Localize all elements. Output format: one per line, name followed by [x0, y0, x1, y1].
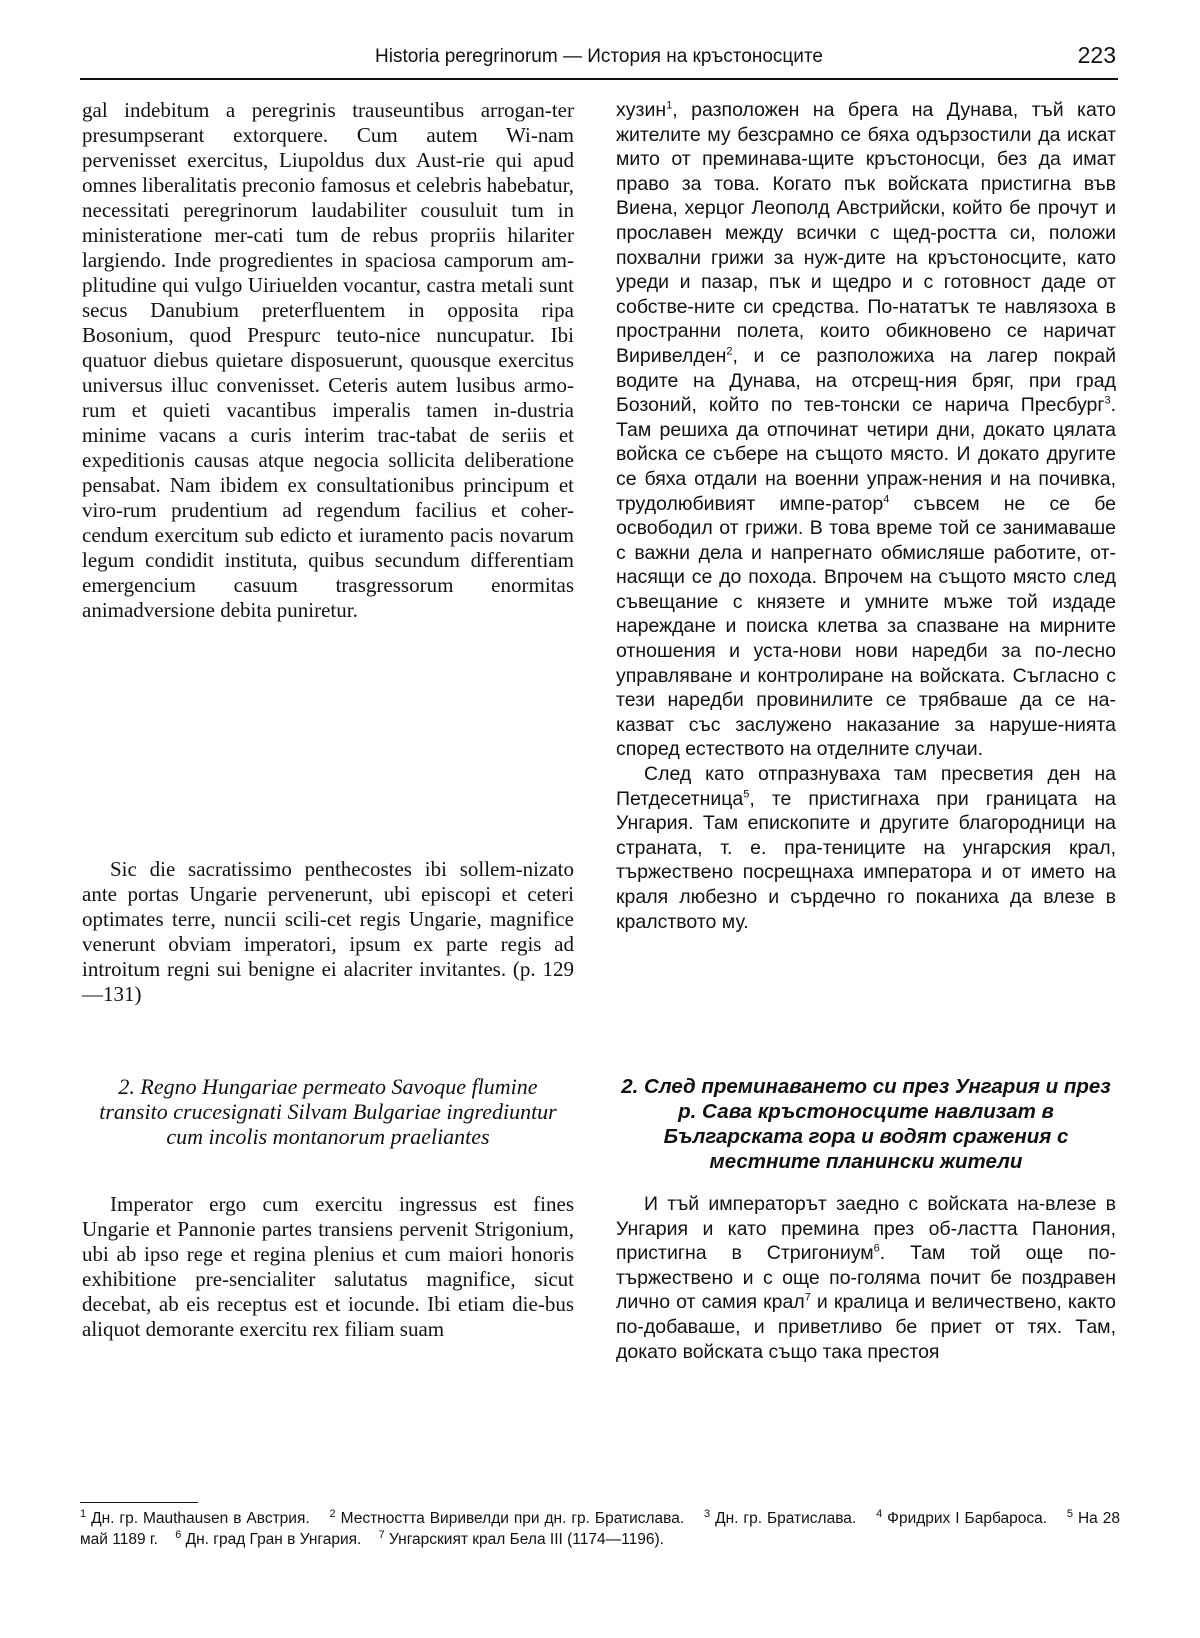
footnote-marker: 6 [175, 1528, 182, 1541]
footnote-marker: 3 [704, 1507, 711, 1520]
latin-paragraph [82, 857, 574, 1007]
footnote-ref: 1 [666, 99, 673, 112]
footnote-5: На 28 май 1189 г. [80, 1510, 1120, 1548]
bg-text: , и се разположиха на лагер покрай водите на Дунава, на отсрещ-ния бряг, при град Бозоний, който по тев-тонски се нарича Пресбург [616, 344, 1116, 417]
latin-column-section2 [82, 1192, 574, 1342]
running-header [80, 38, 1118, 80]
footnote-7: Унгарският крал Бела III (1174—1196). [389, 1531, 664, 1548]
bulgarian-section-heading: 2. След преминаването си през Унгария и през р. Сава кръстоносците навлизат в Българската гора и водят сражения с местните планински жители [621, 1075, 1111, 1173]
latin-heading-block [82, 1074, 574, 1149]
bg-text: , разположен на брега на Дунава, тъй като жителите му безсрамно се бяха одързостили да искат мито от преминава-щите кръстоносци, без да имат право за това. Когато пък войската пристигна във Виена, херцог Леополд Австрийски, който бе прочут и прославен между всички с щед-ростта си, положи похвални грижи за нуж-дите на кръстоносците, като уреди и пазар, пък и щедро и с готовност даде от собстве-ните си средства. По-нататък те навлязоха в пространни полета, които обикновено се наричат Виривелден [616, 99, 1116, 367]
bg-text: . Там той още по-тържествено и с още по-голяма почит бе поздравен лично от самия крал [616, 1242, 1116, 1314]
bg-text: И тъй императорът заедно с войската на-влезе в Унгария и като премина през об-ластта Панония, пристигна в Стригониум [616, 1193, 1116, 1265]
page-number: 223 [1077, 42, 1116, 68]
footnote-marker: 5 [1066, 1507, 1073, 1520]
bulgarian-heading-block [616, 1074, 1116, 1174]
footnote-marker: 7 [378, 1528, 385, 1541]
latin-section-heading: 2. Regno Hungariae permeato Savoque flumine transito crucesignati Silvam Bulgariae ingrediuntur cum incolis montanorum praeliantes [99, 1074, 557, 1149]
bg-text: и кралица и величествено, както по-добаваше, и приветливо бе приет от тях. Там, докато войската също така престоя [616, 1291, 1116, 1363]
latin-column-section1 [82, 98, 574, 623]
source-reference: (p. 129—131) [82, 957, 574, 1006]
latin-paragraph: gal indebitum a peregrinis trauseuntibus arrogan-ter presumpserant extorquere. Cum autem Wi-nam pervenisset exercitus, Liupoldus dux Aust-rie qui apud omnes liberalitatis preconio famosus et celebris habebatur, necessitati peregrinorum laudabiliter cousuluit tum in ministeratione mer-cati tum de rebus propriis hilariter largiendo. Inde progredientes in spaciosa camporum am-plitudine qui vulgo Uiriuelden vocantur, castra metali sunt secus Danubium preterfluentem in opposita ripa Bosonium, quod Prespurc teuto-nice nuncupatur. Ibi quatuor diebus quietare disposuerunt, quousque exercitus universus illuc convenisset. Ceteris autem lusibus armo-rum et quieti vacantibus imperalis tamen in-dustria minime vacans a curis interim trac-tabat de seriis et expeditionis causas atque negocia sollicita deliberatione pensabat. Nam ibidem ex consultationibus principum et viro-rum prudentium ad regendum facilius et coher-cendum exercitum sub edicto et iuramento pacis novarum legum condidit instituta, quibus secundum differentiam emergencium casuum trasgressorum enormitas animadversione debita puniretur. [82, 98, 574, 622]
header-title: Historia peregrinorum — История на кръстоносците [375, 46, 823, 67]
bg-text: , те пристигнаха при границата на Унгария. Там епископите и другите благородници на страната, т. е. пра-тениците на унгарския крал, тържествено посрещнаха императора и от името на краля любезно и сърдечно го поканиха да влезе в кралството му. [616, 787, 1116, 933]
footnotes [80, 1508, 1120, 1550]
bulgarian-paragraph [616, 762, 1116, 934]
bulgarian-column-section1 [616, 98, 1116, 934]
bg-text: хузин [616, 99, 667, 121]
bg-text: съвсем не се бе освободил от грижи. В това време той се занимаваше с важни дела и напрегнато обмисляше работите, от-насящи се до похода. Впрочем на същото място след съвещание с князете и умните мъже той издаде нареждане и поиска клетва за спазване на мирните отношения и уста-нови нови наредби за по-лесно управляване и контролиране на войската. Съгласно с тези наредби провинилите се трябваше да се на-казват със заслужено наказание за наруше-нията според естеството на отделните случаи. [616, 492, 1116, 761]
bg-text: След като отпразнуваха там пресветия ден на Петдесетница [616, 763, 1116, 810]
footnote-ref: 6 [873, 1242, 880, 1255]
footnote-ref: 4 [883, 493, 890, 505]
bg-text: . Там решиха да отпочинат четири дни, докато цялата войска се събере на същото място. И докато другите се бяха отдали на военни упраж-нения и на почивка, трудолюбивият импе-ратор [616, 394, 1116, 515]
footnote-4: Фридрих I Барбароса. [887, 1510, 1048, 1527]
bulgarian-paragraph [616, 1192, 1116, 1364]
footnote-ref: 2 [726, 345, 733, 358]
footnote-6: Дн. град Гран в Унгария. [185, 1531, 362, 1548]
footnote-divider [80, 1502, 198, 1503]
latin-column-section1-part2 [82, 857, 574, 1007]
footnote-ref: 7 [804, 1291, 811, 1304]
footnote-ref: 5 [743, 788, 750, 801]
footnote-3: Дн. гр. Братислава. [715, 1510, 857, 1527]
latin-paragraph: Imperator ergo cum exercitu ingressus est fines Ungarie et Pannonie partes transiens pervenit Strigonium, ubi ab ipso rege et regina plenius et cum maiori honoris exhibitione pre-sencialiter salutatus magnifice, sicut decebat, ab eis receptus est et iocunde. Ibi etiam die-bus aliquot demorante exercitu rex filiam suam [82, 1192, 574, 1341]
bulgarian-paragraph [616, 98, 1116, 762]
footnote-2: Местността Виривелди при дн. гр. Братислава. [340, 1510, 685, 1527]
footnote-1: Дн. гр. Mauthausen в Австрия. [91, 1510, 310, 1527]
latin-text: Sic die sacratissimo penthecostes ibi sollem-nizato ante portas Ungarie pervenerunt, ubi episcopi et ceteri optimates terre, nuncii scili-cet regis Ungarie, magnifice venerunt obviam imperatori, ipsum ex parte regis ad introitum regni sui benigne ei alacriter invitantes. [82, 857, 574, 981]
footnote-ref: 3 [1104, 394, 1111, 407]
bulgarian-column-section2 [616, 1192, 1116, 1364]
footnote-marker: 4 [876, 1507, 883, 1520]
footnote-marker: 1 [80, 1507, 87, 1520]
footnote-marker: 2 [329, 1507, 336, 1520]
